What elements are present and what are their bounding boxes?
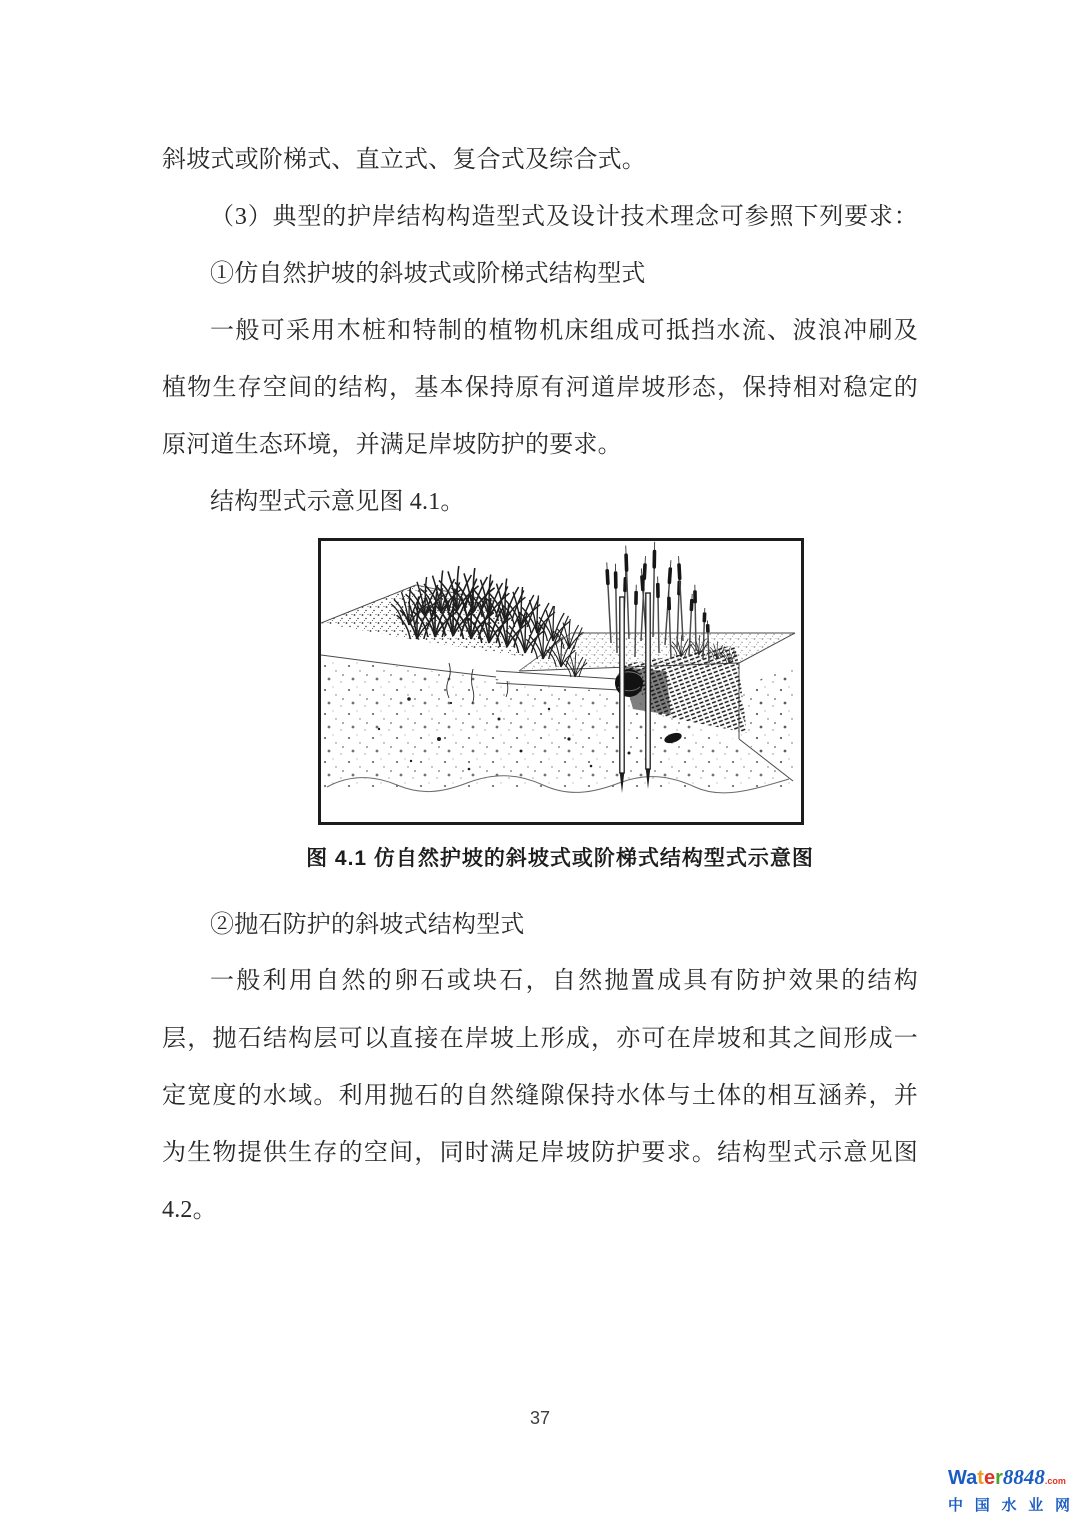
brand-tld: .com <box>1044 1476 1066 1486</box>
brand-segment: e <box>983 1467 996 1489</box>
body-line: 一般利用自然的卵石或块石，自然抛置成具有防护效果的结构 <box>210 968 918 994</box>
water8848-watermark <box>948 1466 1070 1515</box>
body-line: 为生物提供生存的空间，同时满足岸坡防护要求。结构型式示意见图 <box>162 1140 918 1166</box>
brand-segment: r <box>995 1467 1003 1489</box>
brand-segment: Wa <box>948 1467 978 1489</box>
body-line: 原河道生态环境，并满足岸坡防护的要求。 <box>162 432 622 458</box>
body-line: 结构型式示意见图 4.1。 <box>210 489 465 515</box>
body-line: 植物生存空间的结构，基本保持原有河道岸坡形态，保持相对稳定的 <box>162 375 918 401</box>
figure-caption: 图 4.1 仿自然护坡的斜坡式或阶梯式结构型式示意图 <box>306 847 814 870</box>
body-line: 斜坡式或阶梯式、直立式、复合式及综合式。 <box>162 147 646 173</box>
subtitle-char: 网 <box>1054 1497 1070 1514</box>
brand-digits: 8848 <box>1002 1465 1045 1489</box>
figure-4-1 <box>318 538 804 825</box>
body-line: （3）典型的护岸结构构造型式及设计技术理念可参照下列要求： <box>210 204 918 230</box>
figure-4-1-illustration <box>321 541 801 822</box>
subtitle-char: 中 <box>948 1497 964 1514</box>
body-line: ①仿自然护坡的斜坡式或阶梯式结构型式 <box>210 261 646 287</box>
page-number: 37 <box>529 1408 551 1428</box>
watermark-subtitle <box>948 1494 1070 1515</box>
subtitle-char: 业 <box>1028 1497 1044 1514</box>
body-line: 层，抛石结构层可以直接在岸坡上形成，亦可在岸坡和其之间形成一 <box>162 1026 918 1052</box>
body-line: 定宽度的水域。利用抛石的自然缝隙保持水体与土体的相互涵养，并 <box>162 1083 918 1109</box>
subtitle-char: 国 <box>974 1497 990 1514</box>
subtitle-char: 水 <box>1001 1497 1017 1514</box>
watermark-brand <box>948 1466 1070 1492</box>
body-line: ②抛石防护的斜坡式结构型式 <box>210 912 525 938</box>
body-line: 4.2。 <box>162 1197 217 1223</box>
brand-segment: t <box>977 1467 984 1489</box>
body-line: 一般可采用木桩和特制的植物机床组成可抵挡水流、波浪冲刷及 <box>210 318 918 344</box>
